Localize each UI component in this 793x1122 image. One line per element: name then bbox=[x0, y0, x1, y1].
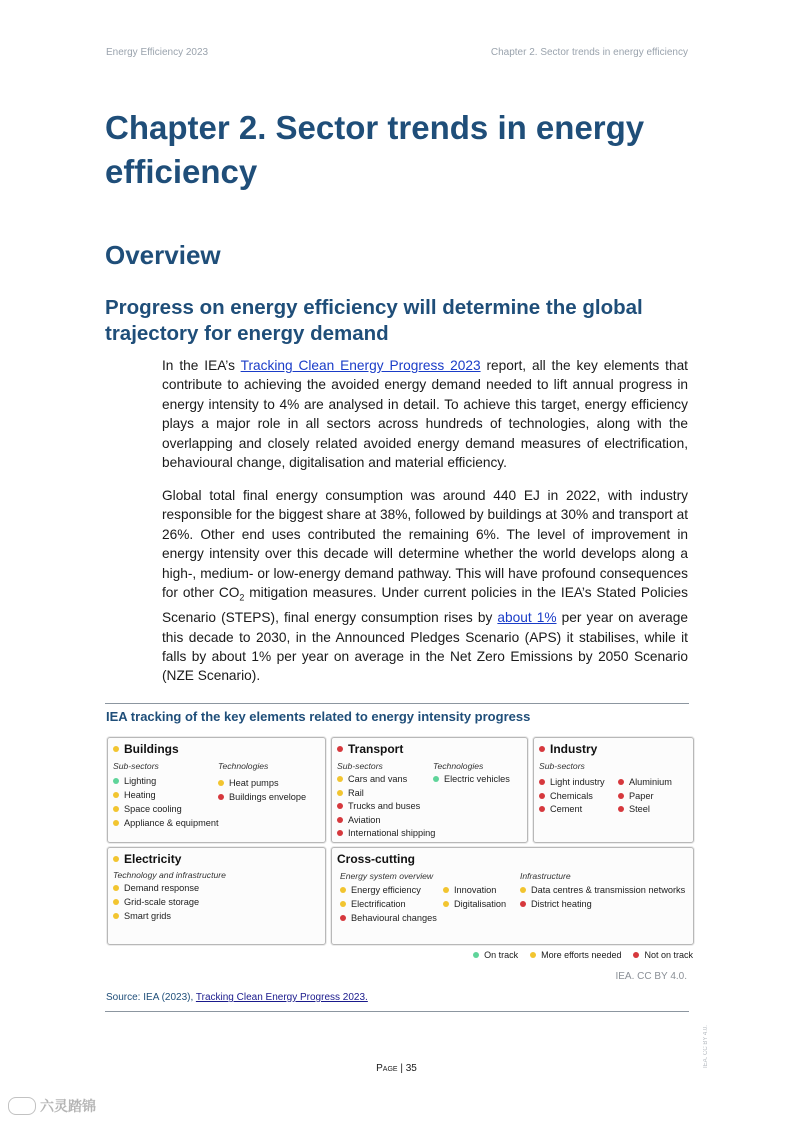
transport-title bbox=[337, 742, 403, 756]
more-efforts-dot bbox=[113, 885, 119, 891]
more-efforts-dot bbox=[520, 887, 526, 893]
tcep-link[interactable]: Tracking Clean Energy Progress 2023 bbox=[240, 358, 481, 373]
list-item bbox=[520, 885, 685, 895]
list-item bbox=[520, 899, 592, 909]
item-label: Behavioural changes bbox=[351, 913, 437, 923]
list-item bbox=[618, 804, 650, 814]
list-item bbox=[340, 885, 421, 895]
list-item bbox=[618, 791, 654, 801]
figure-title: IEA tracking of the key elements related to energy intensity progress bbox=[106, 709, 531, 724]
not-on-track-dot bbox=[337, 803, 343, 809]
not-on-track-dot bbox=[337, 830, 343, 836]
item-label: Paper bbox=[629, 791, 654, 801]
section-title: Overview bbox=[105, 240, 221, 270]
legend-on-track bbox=[473, 950, 518, 960]
buildings-title bbox=[113, 742, 179, 756]
list-item bbox=[337, 788, 364, 798]
list-item bbox=[433, 774, 510, 784]
item-label: Electric vehicles bbox=[444, 774, 510, 784]
p2-text-3: per year on average this decade to 2030, in the Announced Pledges Scenario (APS) it stabilises, while it falls by about 1% per year on average in the Net Zero Emissions by 2050 Scenario (NZE Scenario). bbox=[162, 610, 688, 684]
industry-box bbox=[533, 737, 694, 843]
industry-title bbox=[539, 742, 597, 756]
not-on-track-dot bbox=[539, 779, 545, 785]
not-on-track-dot bbox=[618, 806, 624, 812]
watermark-logo-icon bbox=[8, 1097, 36, 1115]
page-separator: | bbox=[397, 1063, 406, 1074]
more-efforts-dot bbox=[218, 780, 224, 786]
buildings-title-text: Buildings bbox=[124, 742, 179, 756]
not-on-track-dot bbox=[340, 915, 346, 921]
not-on-track-dot bbox=[618, 779, 624, 785]
industry-title-text: Industry bbox=[550, 742, 598, 756]
item-label: Rail bbox=[348, 788, 364, 798]
legend-label: More efforts needed bbox=[541, 950, 622, 960]
figure-bottom-rule bbox=[105, 1011, 689, 1012]
legend-label: On track bbox=[484, 950, 519, 960]
item-label: Aluminium bbox=[629, 777, 672, 787]
figure-top-rule bbox=[105, 703, 689, 704]
item-label: Data centres & transmission networks bbox=[531, 885, 686, 895]
item-label: Light industry bbox=[550, 777, 605, 787]
item-label: Smart grids bbox=[124, 911, 171, 921]
figure-credit: IEA. CC BY 4.0. bbox=[615, 971, 687, 982]
not-on-track-dot bbox=[520, 901, 526, 907]
electricity-title bbox=[113, 852, 181, 866]
item-label: District heating bbox=[531, 899, 592, 909]
transport-box bbox=[331, 737, 528, 843]
electricity-tech-label: Technology and infrastructure bbox=[113, 870, 226, 880]
more-efforts-dot bbox=[530, 952, 536, 958]
watermark bbox=[8, 1096, 96, 1116]
not-on-track-dot bbox=[337, 817, 343, 823]
p1-text-after: report, all the key elements that contribute to achieving the avoided energy demand needed to lift annual progress in energy intensity to 4% are analysed in detail. To achieve this target, energy efficiency plays a major role in all sectors across hundreds of technologies, along with the overlapping and closely related avoided energy demand measures of electrification, behavioural change, digitalisation and material efficiency. bbox=[162, 358, 688, 471]
page-label: Page bbox=[376, 1063, 398, 1074]
list-item bbox=[539, 804, 582, 814]
co2-subscript: 2 bbox=[239, 592, 245, 603]
buildings-technologies-label: Technologies bbox=[218, 761, 269, 771]
item-label: Innovation bbox=[454, 885, 497, 895]
list-item bbox=[337, 774, 407, 784]
more-efforts-dot bbox=[113, 806, 119, 812]
p1-text-before: In the IEA’s bbox=[162, 358, 241, 373]
more-efforts-dot bbox=[340, 901, 346, 907]
figure-legend bbox=[461, 950, 693, 960]
more-efforts-dot bbox=[113, 820, 119, 826]
list-item bbox=[340, 899, 406, 909]
energy-system-overview-label: Energy system overview bbox=[340, 871, 434, 881]
item-label: Trucks and buses bbox=[348, 801, 421, 811]
list-item bbox=[340, 913, 437, 923]
crosscutting-box bbox=[331, 847, 694, 945]
more-efforts-dot bbox=[337, 776, 343, 782]
running-header-left: Energy Efficiency 2023 bbox=[106, 47, 209, 58]
p2-text-2: mitigation measures. Under current policies in the IEA’s Stated Policies Scenario (STEPS), final energy consumption rises by bbox=[162, 585, 688, 626]
industry-status-dot bbox=[539, 746, 545, 752]
transport-subsectors-label: Sub-sectors bbox=[337, 761, 383, 771]
more-efforts-dot bbox=[340, 887, 346, 893]
list-item bbox=[113, 804, 182, 814]
more-efforts-dot bbox=[337, 790, 343, 796]
item-label: Lighting bbox=[124, 776, 157, 786]
list-item bbox=[539, 791, 593, 801]
item-label: Heat pumps bbox=[229, 778, 279, 788]
item-label: Demand response bbox=[124, 883, 200, 893]
electricity-status-dot bbox=[113, 856, 119, 862]
list-item bbox=[539, 777, 605, 787]
transport-status-dot bbox=[337, 746, 343, 752]
list-item bbox=[218, 778, 279, 788]
more-efforts-dot bbox=[113, 899, 119, 905]
infrastructure-label: Infrastructure bbox=[520, 871, 571, 881]
list-item bbox=[113, 911, 171, 921]
electricity-box bbox=[107, 847, 326, 945]
item-label: Steel bbox=[629, 804, 650, 814]
item-label: Grid-scale storage bbox=[124, 897, 200, 907]
item-label: Heating bbox=[124, 790, 156, 800]
transport-technologies-label: Technologies bbox=[433, 761, 484, 771]
list-item bbox=[443, 885, 496, 895]
p2-text-1: Global total final energy consumption was around 440 EJ in 2022, with industry responsible for the biggest share at 38%, followed by buildings at 30% and transport at 26%. Other end uses contributed the remaining 6%. The level of improvement in energy intensity over this decade will determine whether the world develops along a high-, medium- or low-energy demand pathway. This will have profound consequences for other CO bbox=[162, 488, 688, 601]
list-item bbox=[443, 899, 506, 909]
page-number bbox=[0, 1063, 793, 1074]
list-item bbox=[337, 801, 420, 811]
running-header-right: Chapter 2. Sector trends in energy efficiency bbox=[490, 47, 688, 58]
not-on-track-dot bbox=[539, 806, 545, 812]
item-label: Buildings envelope bbox=[229, 792, 307, 802]
industry-subsectors-label: Sub-sectors bbox=[539, 761, 585, 771]
item-label: Electrification bbox=[351, 899, 406, 909]
list-item bbox=[337, 815, 381, 825]
watermark-text: 六灵踏锦 bbox=[40, 1098, 96, 1114]
list-item bbox=[113, 776, 156, 786]
list-item bbox=[113, 897, 199, 907]
on-track-dot bbox=[473, 952, 479, 958]
item-label: Appliance & equipment bbox=[124, 818, 219, 828]
on-track-dot bbox=[113, 778, 119, 784]
not-on-track-dot bbox=[633, 952, 639, 958]
legend-more-efforts bbox=[530, 950, 621, 960]
on-track-dot bbox=[433, 776, 439, 782]
item-label: Space cooling bbox=[124, 804, 182, 814]
item-label: Chemicals bbox=[550, 791, 593, 801]
not-on-track-dot bbox=[618, 793, 624, 799]
legend-label: Not on track bbox=[644, 950, 693, 960]
more-efforts-dot bbox=[113, 792, 119, 798]
list-item bbox=[113, 790, 156, 800]
transport-title-text: Transport bbox=[348, 742, 404, 756]
buildings-status-dot bbox=[113, 746, 119, 752]
crosscutting-title: Cross-cutting bbox=[337, 852, 415, 866]
list-item bbox=[218, 792, 306, 802]
item-label: Cement bbox=[550, 804, 583, 814]
more-efforts-dot bbox=[443, 901, 449, 907]
list-item bbox=[113, 883, 199, 893]
electricity-title-text: Electricity bbox=[124, 852, 182, 866]
not-on-track-dot bbox=[218, 794, 224, 800]
buildings-subsectors-label: Sub-sectors bbox=[113, 761, 159, 771]
page-number-value: 35 bbox=[405, 1063, 417, 1074]
paragraph-2 bbox=[162, 486, 688, 686]
buildings-box bbox=[107, 737, 326, 843]
item-label: Digitalisation bbox=[454, 899, 507, 909]
list-item bbox=[113, 818, 219, 828]
item-label: Energy efficiency bbox=[351, 885, 421, 895]
more-efforts-dot bbox=[113, 913, 119, 919]
subsection-title: Progress on energy efficiency will determine the global trajectory for energy demand bbox=[105, 296, 643, 345]
list-item bbox=[618, 777, 672, 787]
list-item bbox=[337, 828, 435, 838]
item-label: Aviation bbox=[348, 815, 381, 825]
source-prefix: Source: IEA (2023), bbox=[106, 992, 196, 1003]
about-1-percent-link[interactable]: about 1% bbox=[497, 610, 557, 626]
more-efforts-dot bbox=[443, 887, 449, 893]
not-on-track-dot bbox=[539, 793, 545, 799]
source-link[interactable]: Tracking Clean Energy Progress 2023. bbox=[195, 992, 368, 1003]
figure-source bbox=[106, 992, 368, 1003]
legend-not-on-track bbox=[633, 950, 693, 960]
item-label: International shipping bbox=[348, 828, 436, 838]
vertical-license-text: IEA. CC BY 4.0. bbox=[703, 1025, 709, 1068]
item-label: Cars and vans bbox=[348, 774, 408, 784]
chapter-title: Chapter 2. Sector trends in energy efficiency bbox=[105, 109, 645, 190]
paragraph-1 bbox=[162, 356, 688, 472]
